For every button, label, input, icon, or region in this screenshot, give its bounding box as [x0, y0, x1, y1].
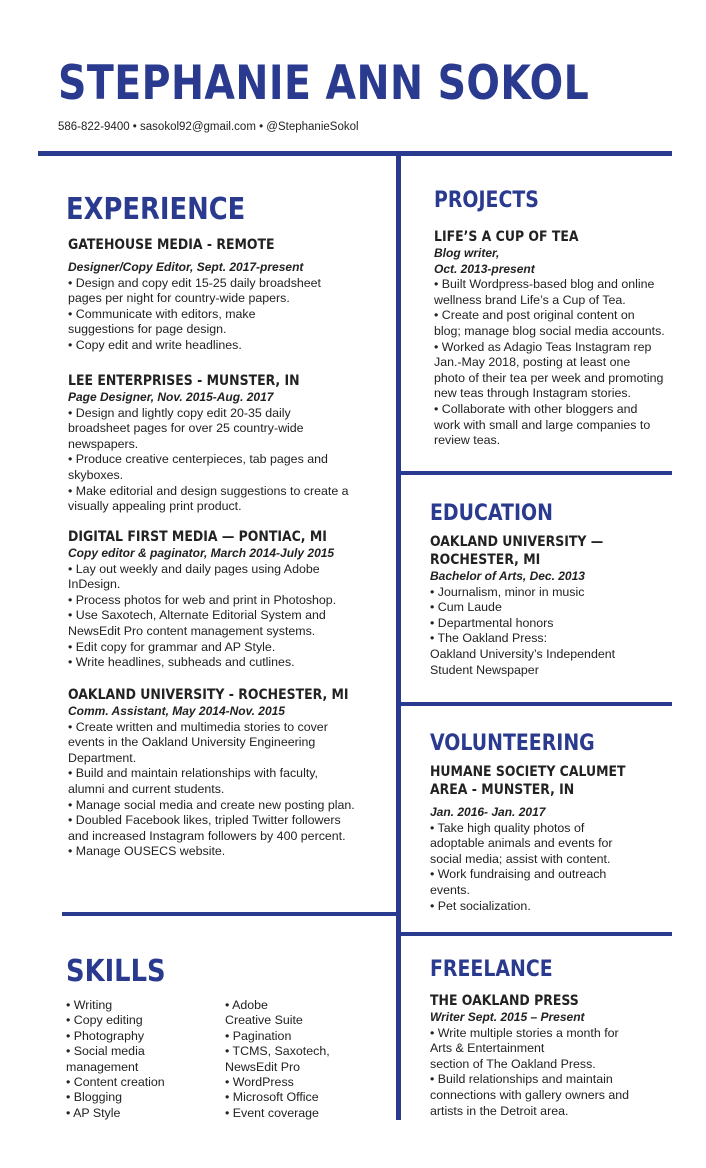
education-degree: Bachelor of Arts, Dec. 2013 — [430, 569, 585, 583]
skill-item: • Pagination — [225, 1028, 292, 1043]
volunteering-heading: VOLUNTEERING — [430, 731, 595, 756]
project-line: new teas through Instagram stories. — [434, 386, 631, 401]
project-line: • Built Wordpress-based blog and online — [434, 277, 655, 292]
project-line: Jan.-May 2018, posting at least one — [434, 355, 631, 370]
skill-item: • Blogging — [66, 1090, 123, 1105]
skill-item: • WordPress — [225, 1075, 294, 1090]
project-tea — [434, 228, 684, 449]
project-line: photo of their tea per week and promoting — [434, 370, 664, 385]
volunteer-line: social media; assist with content. — [430, 851, 611, 866]
job-line: • Make editorial and design suggestions to create a — [68, 483, 349, 498]
job-role: Comm. Assistant, May 2014-Nov. 2015 — [68, 704, 285, 718]
job-line: • Communicate with editors, make — [68, 306, 256, 321]
skill-item: • Content creation — [66, 1075, 165, 1090]
project-line: • Collaborate with other bloggers and — [434, 401, 638, 416]
project-line: • Worked as Adagio Teas Instagram rep — [434, 339, 652, 354]
project-line: blog; manage blog social media accounts. — [434, 323, 665, 338]
job-line: events in the Oakland University Engineering — [68, 735, 316, 750]
education-org-location: ROCHESTER, MI — [430, 552, 541, 568]
job-line: • Create written and multimedia stories to cover — [68, 719, 328, 734]
volunteer-humane — [430, 763, 680, 914]
freelance-org: THE OAKLAND PRESS — [430, 993, 579, 1009]
project-line: review teas. — [434, 433, 501, 448]
education-line: • Journalism, minor in music — [430, 584, 585, 599]
freelance-line: Arts & Entertainment — [430, 1041, 545, 1056]
job-oakland — [68, 686, 388, 860]
education-line: • The Oakland Press: — [430, 631, 548, 646]
job-line: broadsheet pages for over 25 country-wide — [68, 421, 304, 436]
project-line: • Create and post original content on — [434, 308, 635, 323]
skill-item: • Microsoft Office — [225, 1090, 319, 1105]
job-line: Department. — [68, 750, 137, 765]
job-line: • Design and lightly copy edit 20-35 daily — [68, 405, 291, 420]
project-role: Blog writer, — [434, 246, 500, 260]
vertical-divider — [396, 151, 401, 1120]
job-line: suggestions for page design. — [68, 322, 227, 337]
job-org: GATEHOUSE MEDIA - REMOTE — [68, 237, 275, 253]
experience-heading: EXPERIENCE — [66, 192, 246, 227]
project-org: LIFE’S A CUP OF TEA — [434, 229, 579, 245]
education-rule — [398, 702, 672, 706]
job-line: • Manage social media and create new posting plan. — [68, 797, 355, 812]
skills-heading: SKILLS — [66, 954, 166, 989]
job-role: Page Designer, Nov. 2015-Aug. 2017 — [68, 390, 274, 404]
freelance-line: • Build relationships and maintain — [430, 1072, 613, 1087]
volunteer-line: • Take high quality photos of — [430, 820, 585, 835]
contact-info: 586-822-9400 • sasokol92@gmail.com • @StephanieSokol — [58, 121, 359, 133]
projects-rule — [398, 471, 672, 475]
job-line: visually appealing print product. — [68, 499, 242, 514]
volunteer-dates: Jan. 2016- Jan. 2017 — [430, 805, 546, 819]
job-line: • Copy edit and write headlines. — [68, 337, 242, 352]
volunteer-line: • Pet socialization. — [430, 898, 531, 913]
job-role: Designer/Copy Editor, Sept. 2017-present — [68, 260, 304, 274]
freelance-line: artists in the Detroit area. — [430, 1103, 569, 1118]
job-line: • Process photos for web and print in Photoshop. — [68, 592, 337, 607]
job-line: skyboxes. — [68, 467, 124, 482]
job-line: • Use Saxotech, Alternate Editorial System and — [68, 608, 326, 623]
job-line: • Lay out weekly and daily pages using Adobe — [68, 561, 320, 576]
volunteering-rule — [398, 932, 672, 936]
skill-item: • Photography — [66, 1028, 145, 1043]
header-rule — [38, 151, 672, 156]
education-line: • Cum Laude — [430, 600, 502, 615]
job-line: and increased Instagram followers by 400 percent. — [68, 828, 346, 843]
volunteer-line: adoptable animals and events for — [430, 836, 613, 851]
job-digital-first — [68, 528, 388, 671]
job-role: Copy editor & paginator, March 2014-July 2015 — [68, 546, 335, 560]
job-line: alumni and current students. — [68, 781, 225, 796]
job-line: • Produce creative centerpieces, tab pages and — [68, 452, 328, 467]
project-line: work with small and large companies to — [434, 417, 651, 432]
job-org: DIGITAL FIRST MEDIA — PONTIAC, MI — [68, 529, 327, 545]
skill-item: • Adobe — [225, 998, 268, 1012]
education-line: Oakland University’s Independent — [430, 646, 616, 661]
job-line: • Edit copy for grammar and AP Style. — [68, 639, 276, 654]
job-gatehouse — [68, 236, 388, 354]
volunteer-org-location: AREA - MUNSTER, IN — [430, 782, 575, 798]
skill-item: Creative Suite — [225, 1013, 303, 1028]
education-line: Student Newspaper — [430, 662, 539, 677]
skill-item: • Social media — [66, 1044, 145, 1059]
job-org: OAKLAND UNIVERSITY - ROCHESTER, MI — [68, 687, 349, 703]
skill-item: NewsEdit Pro — [225, 1059, 301, 1074]
job-line: • Build and maintain relationships with faculty, — [68, 766, 318, 781]
job-line: newspapers. — [68, 436, 139, 451]
job-line: • Design and copy edit 15-25 daily broadsheet — [68, 275, 322, 290]
resume-name: STEPHANIE ANN SOKOL — [58, 56, 590, 111]
projects-heading: PROJECTS — [434, 188, 539, 213]
volunteer-line: • Work fundraising and outreach — [430, 867, 607, 882]
skill-item: • TCMS, Saxotech, — [225, 1044, 330, 1059]
freelance-oakland-press — [430, 992, 680, 1119]
job-org: LEE ENTERPRISES - MUNSTER, IN — [68, 373, 300, 389]
project-dates: Oct. 2013-present — [434, 261, 535, 276]
freelance-line: connections with gallery owners and — [430, 1087, 630, 1102]
job-line: • Doubled Facebook likes, tripled Twitter followers — [68, 813, 341, 828]
project-line: wellness brand Life’s a Cup of Tea. — [434, 292, 626, 307]
job-line: pages per night for country-wide papers. — [68, 291, 290, 306]
skill-item: • Copy editing — [66, 1013, 143, 1028]
job-lee — [68, 372, 388, 515]
education-oakland — [430, 533, 680, 678]
volunteer-org: HUMANE SOCIETY CALUMET — [430, 764, 626, 780]
education-heading: EDUCATION — [430, 501, 553, 526]
skills-column-1 — [66, 998, 216, 1121]
freelance-role: Writer Sept. 2015 – Present — [430, 1010, 585, 1024]
freelance-line: section of The Oakland Press. — [430, 1056, 596, 1071]
skills-rule — [62, 912, 398, 916]
job-line: InDesign. — [68, 577, 121, 592]
education-org: OAKLAND UNIVERSITY — — [430, 534, 604, 550]
skill-item: • Writing — [66, 998, 113, 1012]
skill-item: management — [66, 1059, 139, 1074]
skill-item: • Event coverage — [225, 1105, 319, 1120]
volunteer-line: events. — [430, 882, 470, 897]
education-line: • Departmental honors — [430, 615, 554, 630]
job-line: • Write headlines, subheads and cutlines. — [68, 655, 295, 670]
skill-item: • AP Style — [66, 1105, 121, 1120]
freelance-heading: FREELANCE — [430, 957, 553, 982]
job-line: • Manage OUSECS website. — [68, 844, 226, 859]
job-line: NewsEdit Pro content management systems. — [68, 623, 316, 638]
freelance-line: • Write multiple stories a month for — [430, 1025, 619, 1040]
skills-column-2 — [225, 998, 385, 1121]
